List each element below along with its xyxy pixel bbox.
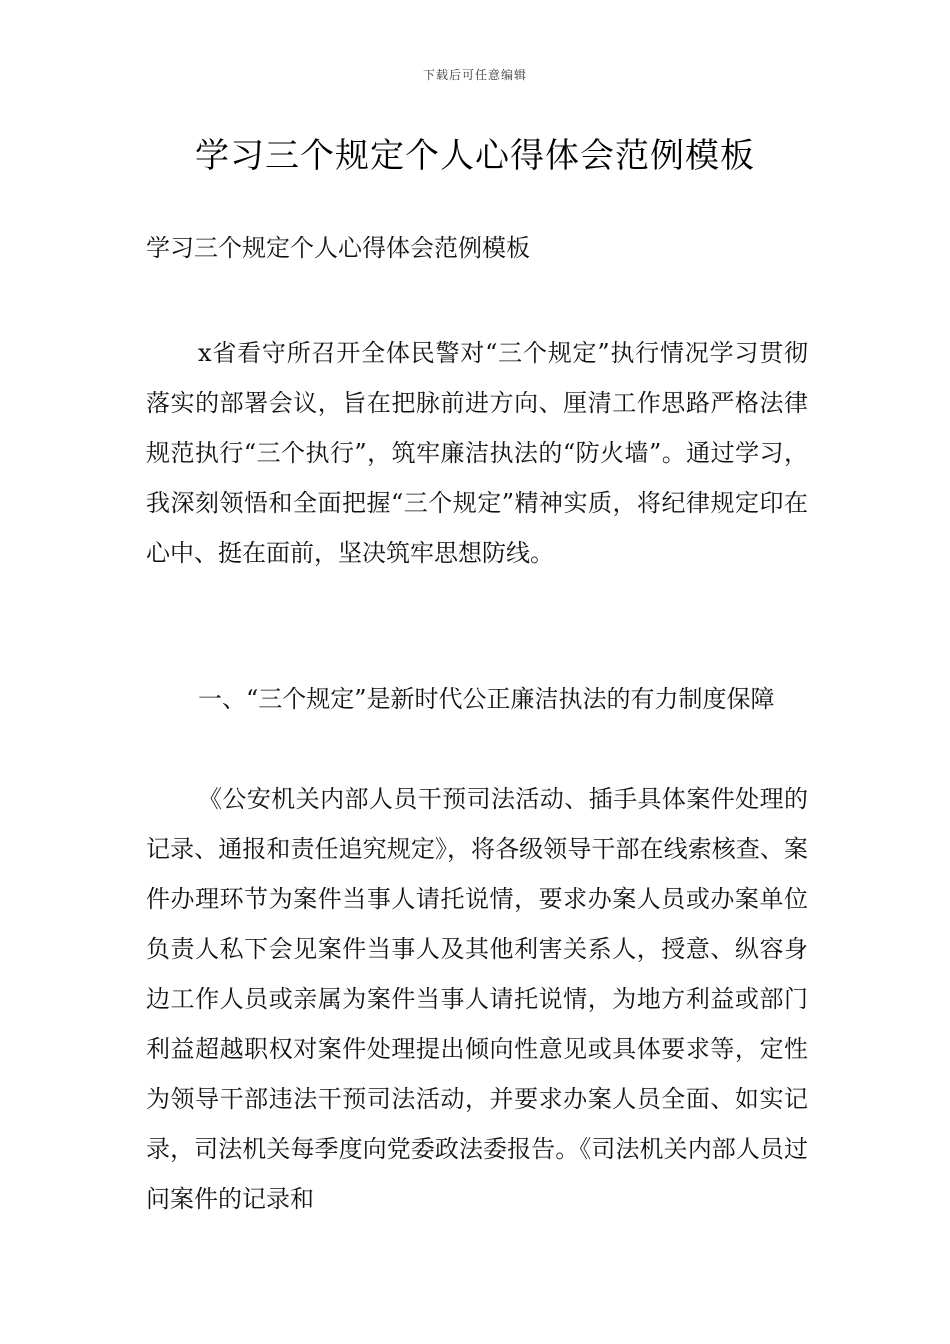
section-heading-1: 一、“三个规定”是新时代公正廉洁执法的有力制度保障 [198,685,775,713]
document-title: 学习三个规定个人心得体会范例模板 [195,136,755,176]
body-paragraph-1: x省看守所召开全体民警对“三个规定”执行情况学习贯彻落实的部署会议，旨在把脉前进方向、厘清工作思路严格法律规范执行“三个执行”，筑牢廉洁执法的“防火墙”。通过学习，我深刻领悟和全面把握“三个规定”精神实质，将纪律规定印在心中、挺在面前，坚决筑牢思想防线。 [146,339,808,567]
document-subtitle: 学习三个规定个人心得体会范例模板 [146,234,530,262]
body-paragraph-2: 《公安机关内部人员干预司法活动、插手具体案件处理的记录、通报和责任追究规定》，将各级领导干部在线索核查、案件办理环节为案件当事人请托说情，要求办案人员或办案单位负责人私下会见案件当事人及其他利害关系人，授意、纵容身边工作人员或亲属为案件当事人请托说情，为地方利益或部门利益超越职权对案件处理提出倾向性意见或具体要求等，定性为领导干部违法干预司法活动，并要求办案人员全面、如实记录，司法机关每季度向党委政法委报告。《司法机关内部人员过问案件的记录和 [146,785,808,1213]
header-note: 下载后可任意编辑 [422,68,527,82]
